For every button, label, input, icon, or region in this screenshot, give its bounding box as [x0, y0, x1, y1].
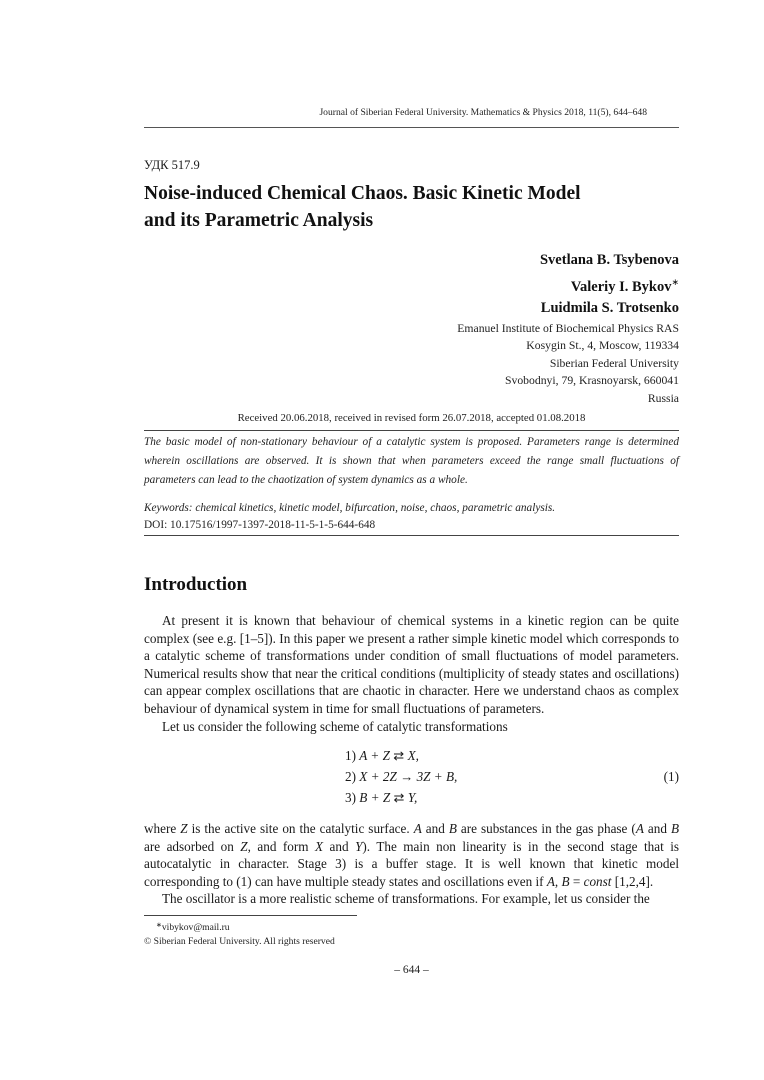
- affiliation-line: Svobodnyi, 79, Krasnoyarsk, 660041: [504, 374, 679, 388]
- copyright-notice: © Siberian Federal University. All rights reserved: [144, 936, 335, 947]
- header-rule: [144, 127, 679, 128]
- abstract-rule-top: [144, 430, 679, 431]
- author: Svetlana B. Tsybenova: [539, 252, 679, 268]
- authors-block: [144, 250, 679, 407]
- page-number: – 644 –: [394, 964, 429, 976]
- paragraph: The oscillator is a more realistic scheme of transformations. For example, let us consider the: [162, 891, 650, 906]
- received-dates: Received 20.06.2018, received in revised form 26.07.2018, accepted 01.08.2018: [237, 412, 586, 424]
- footnotes: [144, 918, 679, 949]
- affiliation-line: Siberian Federal University: [549, 356, 679, 370]
- abstract-rule-bottom: [144, 535, 679, 536]
- affiliation-line: Emanuel Institute of Biochemical Physics RAS: [457, 321, 679, 335]
- paper-page: [144, 0, 679, 1080]
- doi[interactable]: DOI: 10.17516/1997-1397-2018-11-5-1-5-644-648: [144, 519, 376, 531]
- section-heading: Introduction: [144, 574, 248, 595]
- udk-code: УДК 517.9: [144, 158, 200, 172]
- abstract: The basic model of non-stationary behaviour of a catalytic system is proposed. Parameters range is determined wherein oscillations are observed. It is shown that when parameters exceed the range small fluctuations of parameters can lead to the chaotization of system dynamics as a whole.: [144, 436, 679, 487]
- paragraph: At present it is known that behaviour of chemical systems in a kinetic region can be quite complex (see e.g. [1–5]). In this paper we present a rather simple kinetic model which corresponds to a catalytic scheme of transformations under condition of small fluctuations of model parameters. Numerical results show that near the critical conditions (multiplicity of steady states and oscillations) can appear complex oscillations that are chaotic in character. Here we understand chaos as complex behaviour of dynamical system in time for small fluctuations of parameters.: [144, 613, 679, 716]
- paragraph: where Z is the active site on the catalytic surface. A and B are substances in the gas phase (A and B are adsorbed on Z, and form X and Y). The main non linearity is in the second stage that is autocatalytic in character. Stage 3) is a buffer stage. It is well known that kinetic model corresponding to (1) can have multiple steady states and oscillations even if A, B = const [1,2,4].: [144, 821, 680, 889]
- keywords: Keywords: chemical kinetics, kinetic model, bifurcation, noise, chaos, parametric analysis.: [144, 502, 556, 514]
- footnote-rule: [144, 915, 357, 916]
- equation-number: (1): [663, 769, 679, 784]
- author: Luidmila S. Trotsenko: [540, 300, 679, 316]
- running-head: Journal of Siberian Federal University. Mathematics & Physics 2018, 11(5), 644–648: [319, 107, 647, 118]
- affiliation-line: Russia: [647, 391, 679, 405]
- affiliation-line: Kosygin St., 4, Moscow, 119334: [526, 339, 679, 353]
- equation-line: 1) A + Z ⇄ X,: [345, 748, 419, 763]
- equation-line: 2) X + 2Z → 3Z + B,: [345, 769, 458, 784]
- paragraph: Let us consider the following scheme of catalytic transformations: [162, 719, 508, 734]
- title-line-2: and its Parametric Analysis: [144, 210, 374, 231]
- footnote-email: ∗vibykov@mail.ru: [156, 921, 230, 933]
- footnote-mark[interactable]: ∗: [671, 276, 679, 287]
- article-title: [144, 180, 679, 234]
- author: Valeriy I. Bykov∗: [570, 276, 679, 295]
- equation-line: 3) B + Z ⇄ Y,: [345, 790, 418, 805]
- title-line-1: Noise-induced Chemical Chaos. Basic Kinetic Model: [144, 183, 581, 204]
